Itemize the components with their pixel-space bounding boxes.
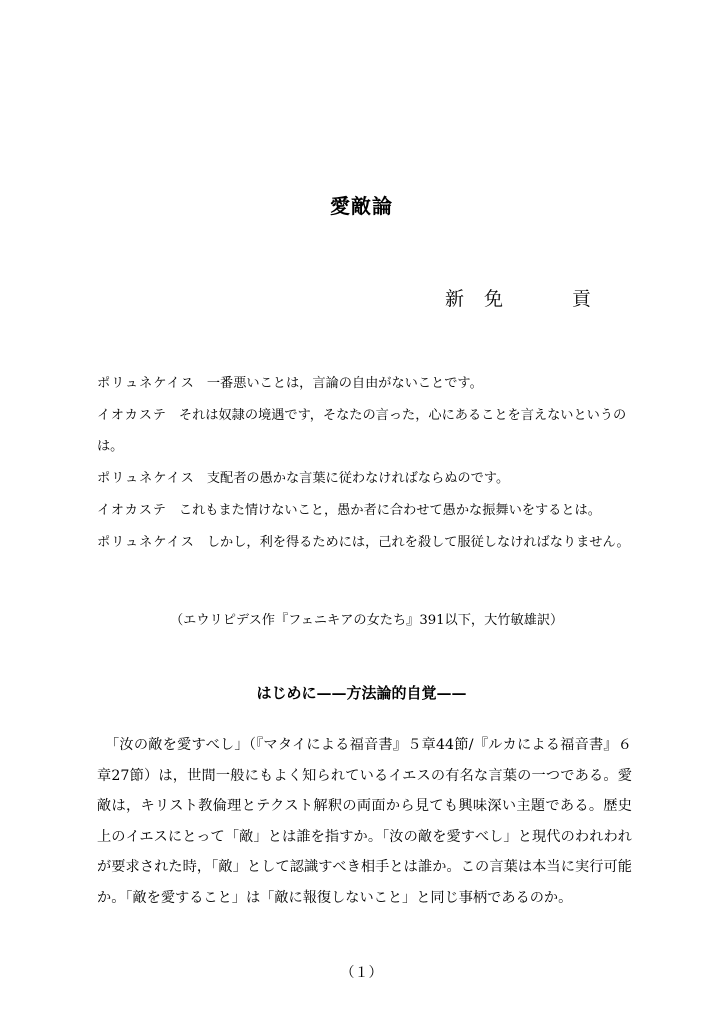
speaker-name: ポリュネケイス [97,534,195,550]
dialogue-line [97,527,632,559]
author-name-char-3: 貢 [572,288,592,310]
epigraph-citation: （エウリピデス作『フェニキアの女たち』391以下，大竹敏雄訳） [170,613,564,628]
dialogue-line [97,400,632,463]
author-name-char-2: 免 [484,288,504,310]
page-number: （１） [340,965,383,981]
dialogue-line [97,368,632,400]
dialogue-text: これもまた情けないこと，愚か者に合わせて愚かな振舞いをするとは。 [178,502,601,518]
page-title: 愛敵論 [330,194,393,218]
dialogue-text: 支配者の愚かな言葉に従わなければならぬのです。 [206,471,510,487]
speaker-name: ポリュネケイス [97,376,195,391]
dialogue-line [97,463,632,495]
author-name-char-1: 新 [445,288,465,310]
speaker-name: イオカステ [97,407,167,423]
speaker-name: イオカステ [97,502,167,518]
dialogue-text: それは奴隷の境遇です，そなたの言った，心にあることを言えないというのは。 [97,407,627,455]
speaker-name: ポリュネケイス [97,471,195,487]
body-paragraph: 「汝の敵を愛すべし」（『マタイによる福音書』５章44節/『ルカによる福音書』６章27節）は，世間一般にもよく知られているイエスの有名な言葉の一つである。愛敵は，キリスト教倫理とテクスト解釈の両面から見ても興味深い主題である。歴史上のイエスにとって「敵」とは誰を指すか。「汝の敵を愛すべし」と現代のわれわれが要求された時，「敵」として認識すべき相手とは誰か。この言葉は本当に実行可能か。「敵を愛すること」は「敵に報復しないこと」と同じ事柄であるのか。 [97,737,632,906]
epigraph-dialogue [97,368,632,558]
dialogue-text: 一番悪いことは，言論の自由がないことです。 [206,376,483,391]
dialogue-text: しかし，利を得るためには，己れを殺して服従しなければなりません。 [206,534,630,550]
section-heading: はじめに——方法論的自覚—— [256,684,467,702]
dialogue-line [97,495,632,527]
